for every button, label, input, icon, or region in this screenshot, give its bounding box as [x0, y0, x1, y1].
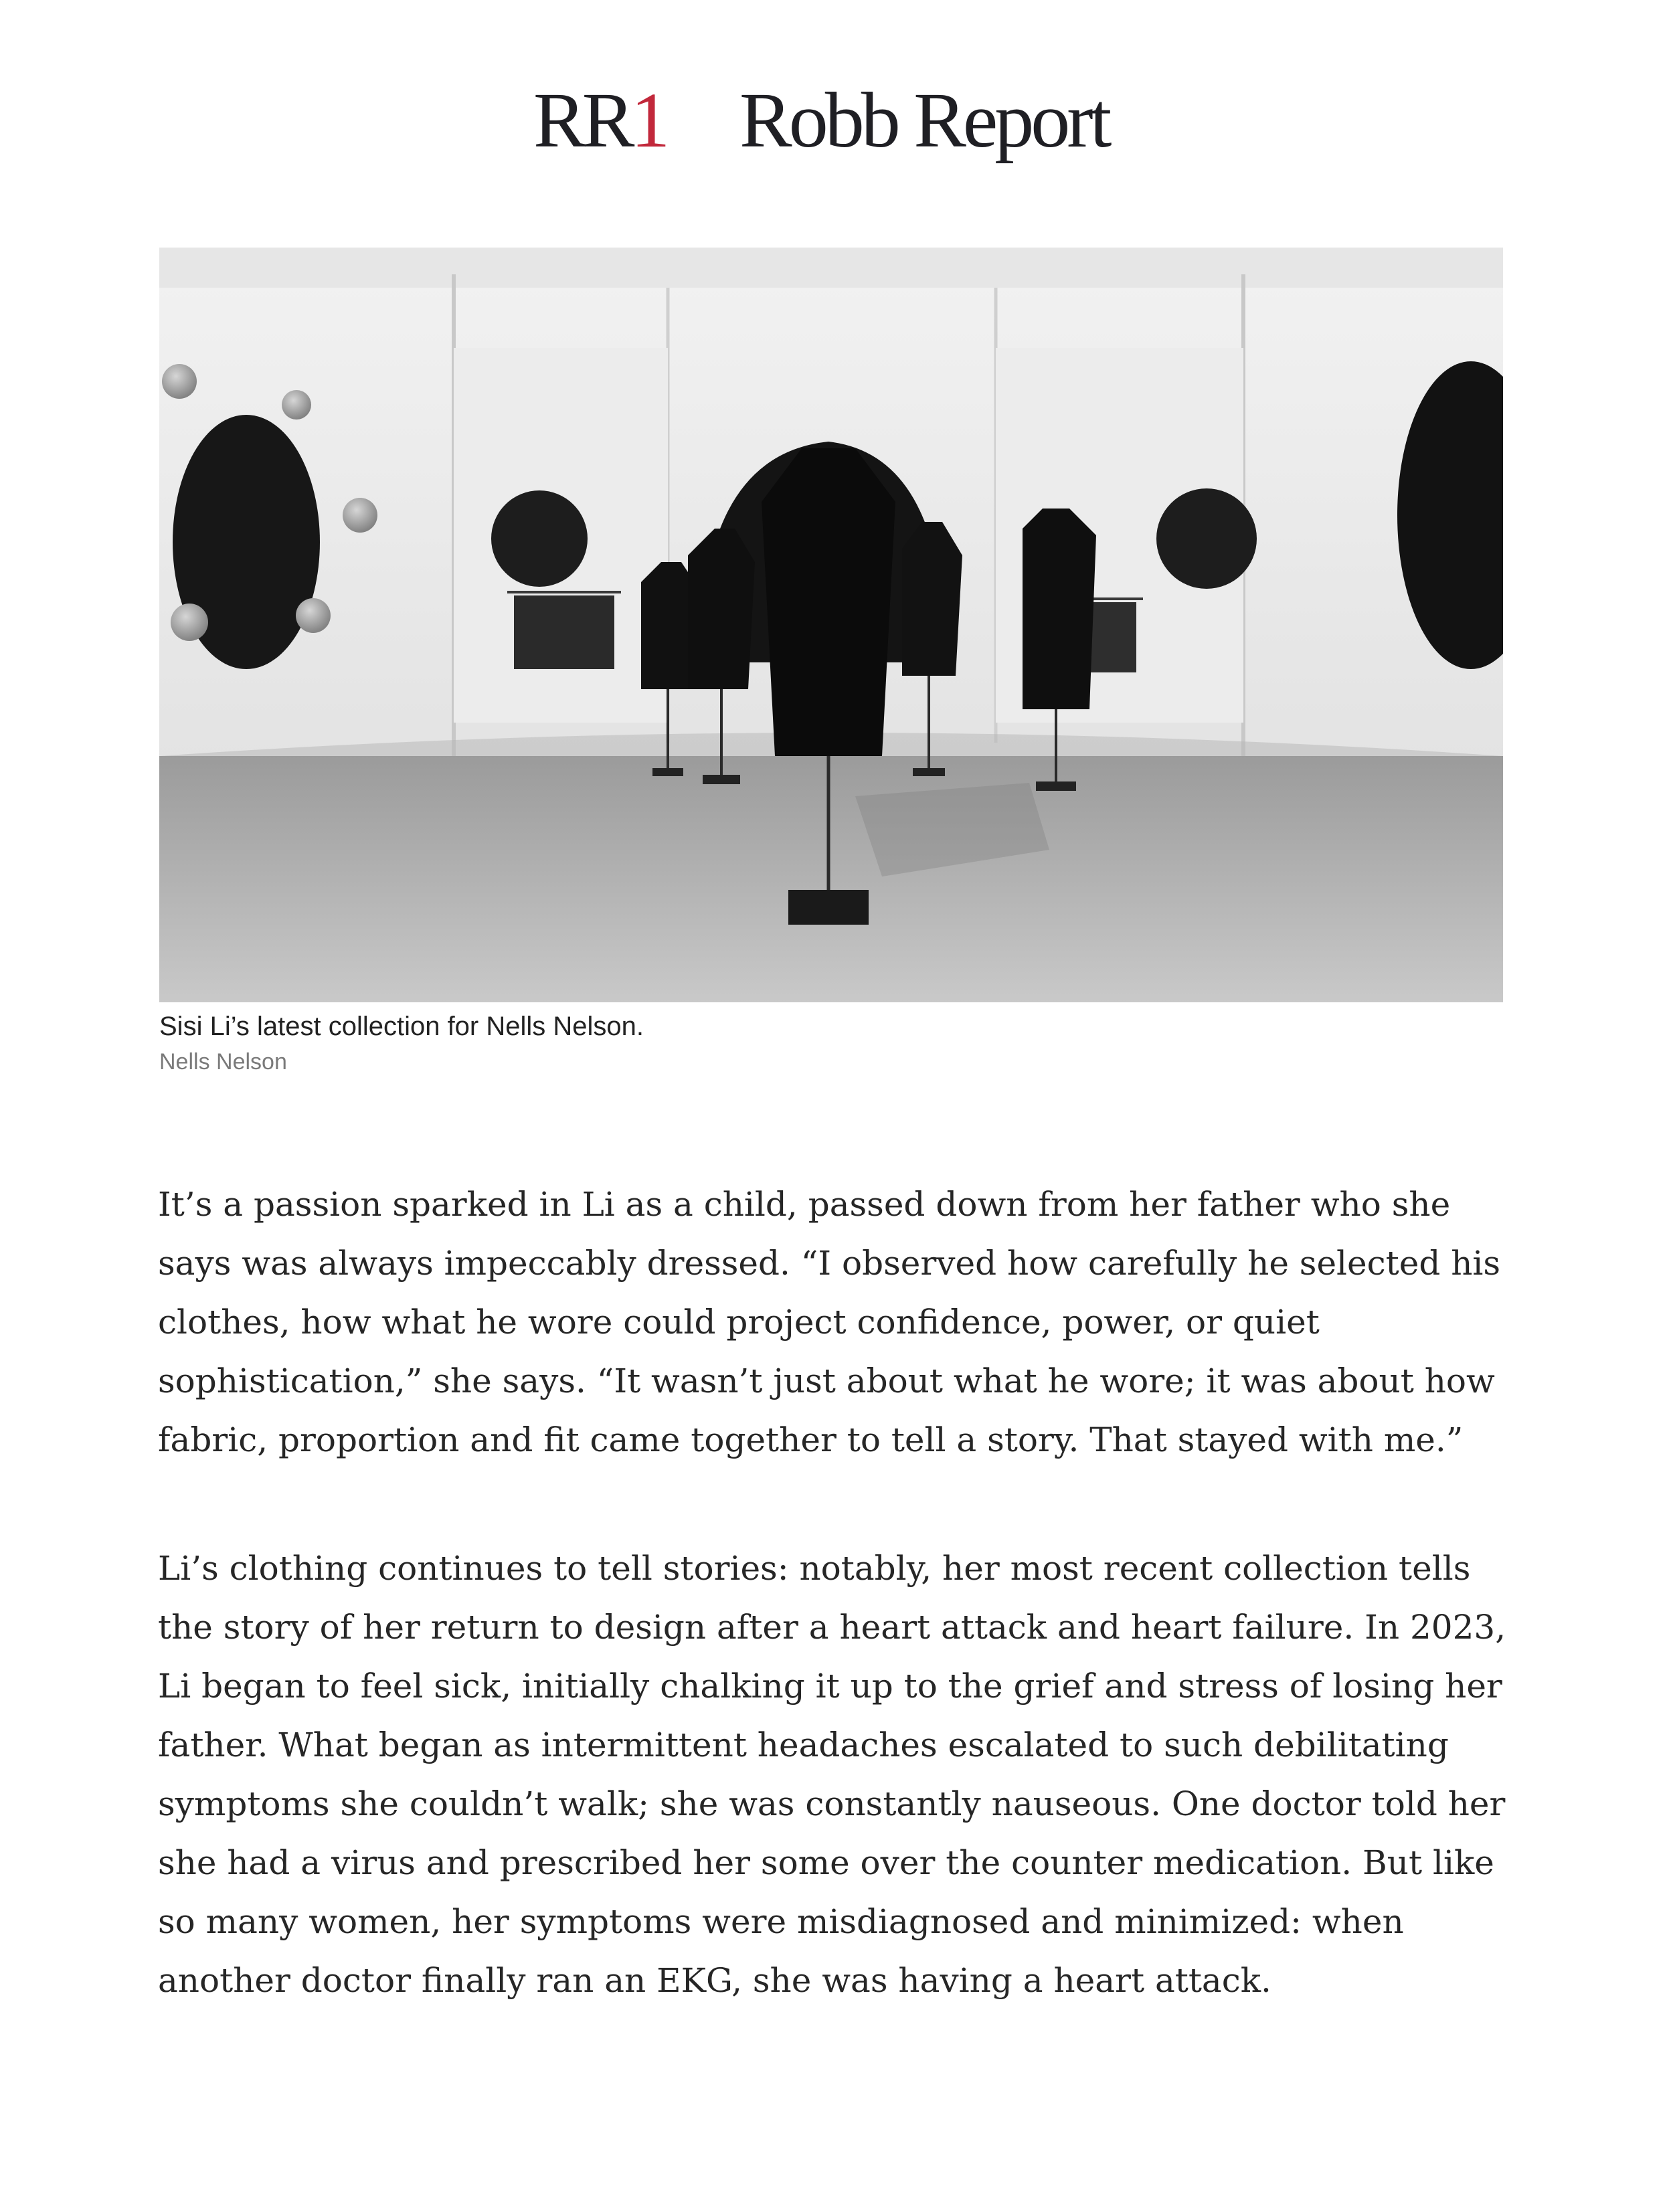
masthead [0, 74, 1673, 167]
rr1-logo-letters: RR [533, 76, 631, 164]
gallery-illustration [159, 248, 1503, 1002]
article-paragraph: Li’s clothing continues to tell stories: notably, her most recent collection tells the story of her return to design after a heart attack and heart failure. In 2023, Li began to feel sick, initially chalking it up to the grief and stress of losing her father. What began as intermittent headaches escalated to such debilitating symptoms she couldn’t walk; she was constantly nauseous. One doctor told her she had a virus and prescribed her some over the counter medication. But like so many women, her symptoms were misdiagnosed and minimized: when another doctor finally ran an EKG, she was having a heart attack. [158, 1549, 1506, 2000]
collection-photo [159, 248, 1503, 1002]
photo-credit: Nells Nelson [159, 1049, 287, 1075]
photo-caption: Sisi Li’s latest collection for Nells Nelson. [159, 1012, 644, 1041]
rr1-logo[interactable] [533, 74, 666, 167]
article-paragraph: It’s a passion sparked in Li as a child, passed down from her father who she says was always impeccably dressed. “I observed how carefully he selected his clothes, how what he wore could project confidence, power, or quiet sophistication,” she says. “It wasn’t just about what he wore; it was about how fabric, proportion and fit came together to tell a story. That stayed with me.” [158, 1185, 1501, 1459]
robb-report-logo[interactable]: Robb Report [739, 76, 1109, 164]
rr1-logo-numeral: 1 [630, 76, 667, 164]
